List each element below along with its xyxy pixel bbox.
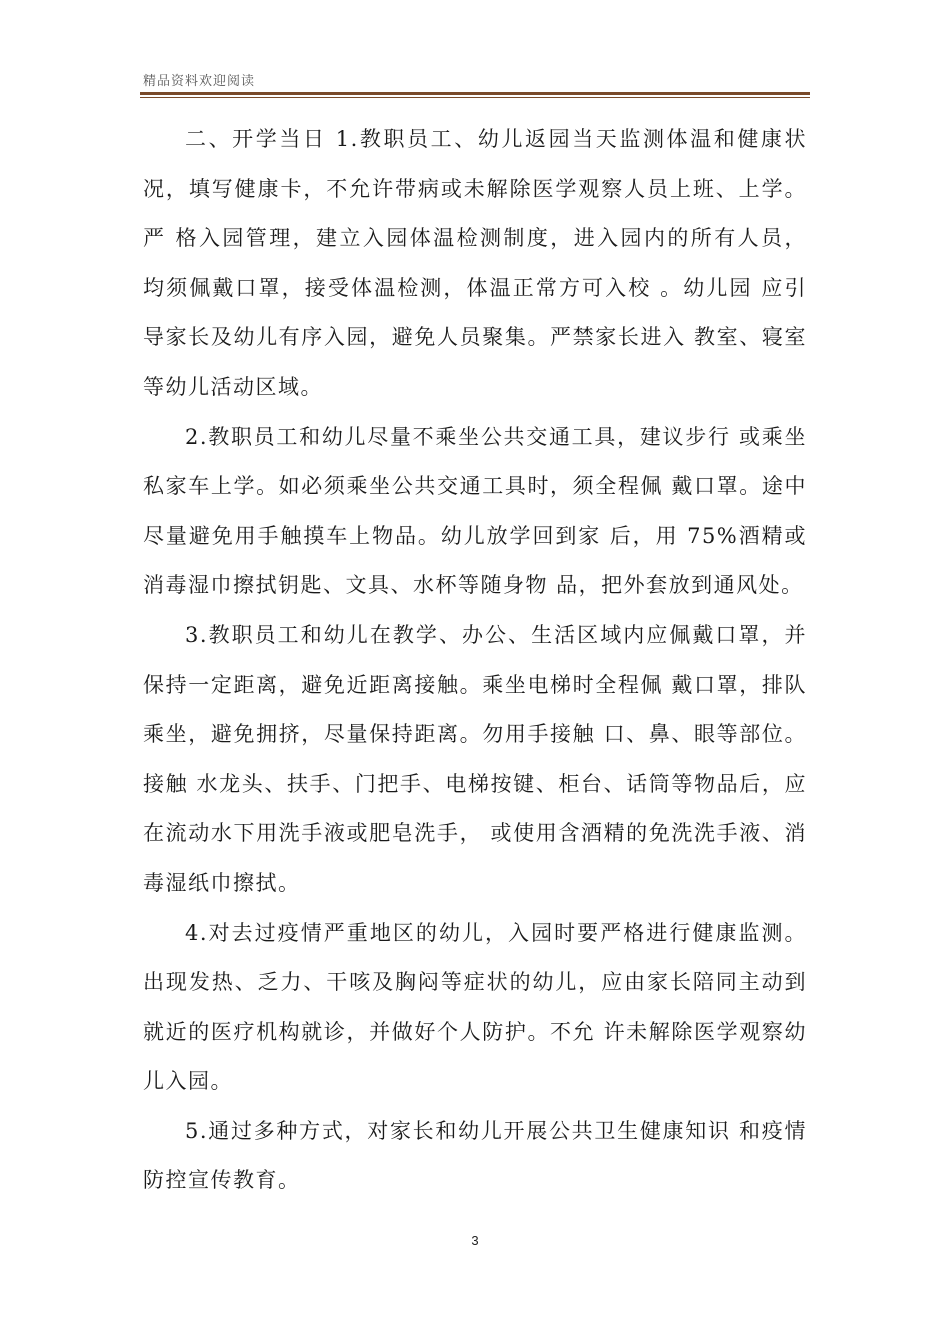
page-number: 3	[471, 1233, 479, 1248]
paragraph-2: 2.教职员工和幼儿尽量不乘坐公共交通工具，建议步行 或乘坐私家车上学。如必须乘坐公共交通工具时，须全程佩 戴口罩。途中尽量避免用手触摸车上物品。幼儿放学回到家 后，用 75%酒精或消毒湿巾擦拭钥匙、文具、水杯等随身物 品，把外套放到通风处。	[143, 424, 807, 598]
document-body	[143, 115, 807, 1206]
header-rule-thick	[140, 92, 810, 95]
header-rule-thin	[140, 97, 810, 98]
paragraph-4: 4.对去过疫情严重地区的幼儿，入园时要严格进行健康监测。出现发热、乏力、干咳及胸闷等症状的幼儿，应由家长陪同主动到就近的医疗机构就诊，并做好个人防护。不允 许未解除医学观察幼儿入园。	[143, 920, 807, 1094]
paragraph-3: 3.教职员工和幼儿在教学、办公、生活区域内应佩戴口罩，并保持一定距离，避免近距离接触。乘坐电梯时全程佩 戴口罩，排队乘坐，避免拥挤，尽量保持距离。勿用手接触 口、鼻、眼等部位。接触 水龙头、扶手、门把手、电梯按键、柜台、话筒等物品后，应在流动水下用洗手液或肥皂洗手， 或使用含酒精的免洗洗手液、消毒湿纸巾擦拭。	[143, 622, 807, 895]
paragraph-1: 二、开学当日 1.教职员工、幼儿返园当天监测体温和健康状况，填写健康卡，不允许带病或未解除医学观察人员上班、上学。严 格入园管理，建立入园体温检测制度，进入园内的所有人员， 均须佩戴口罩，接受体温检测，体温正常方可入校 。幼儿园 应引导家长及幼儿有序入园，避免人员聚集。严禁家长进入 教室、寝室等幼儿活动区域。	[143, 127, 807, 399]
paragraph-5: 5.通过多种方式，对家长和幼儿开展公共卫生健康知识 和疫情防控宣传教育。	[143, 1118, 807, 1193]
page-header: 精品资料欢迎阅读	[143, 74, 256, 89]
